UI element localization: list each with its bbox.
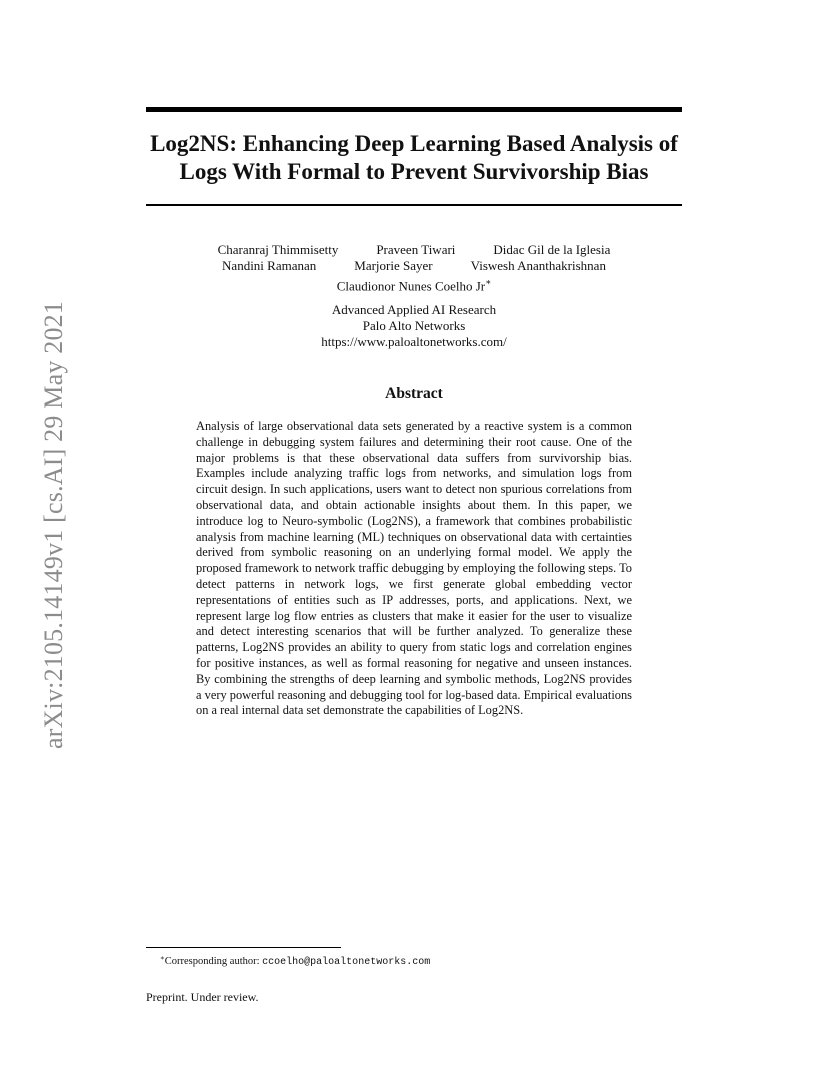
abstract-heading: Abstract bbox=[385, 385, 443, 402]
footnote-rule bbox=[146, 947, 341, 948]
author-footnote-mark: ∗ bbox=[485, 277, 492, 287]
title-top-rule bbox=[146, 107, 682, 112]
affiliation-company: Palo Alto Networks bbox=[362, 318, 466, 333]
author-name: Viswesh Ananthakrishnan bbox=[470, 258, 606, 273]
author-name: Charanraj Thimmisetty bbox=[217, 242, 339, 257]
affiliation-block bbox=[146, 302, 682, 350]
author-block bbox=[146, 242, 682, 294]
author-name: Nandini Ramanan bbox=[222, 258, 317, 273]
footnote-label: Corresponding author: bbox=[164, 956, 263, 967]
footnote-mark: ∗ bbox=[160, 954, 165, 962]
author-row-1 bbox=[146, 242, 682, 258]
author-row-3 bbox=[146, 274, 682, 294]
affiliation-url: https://www.paloaltonetworks.com/ bbox=[321, 334, 507, 349]
author-name: Praveen Tiwari bbox=[376, 242, 456, 257]
author-row-2 bbox=[146, 258, 682, 274]
preprint-note: Preprint. Under review. bbox=[146, 990, 259, 1004]
author-name: Didac Gil de la Iglesia bbox=[493, 242, 611, 257]
footnote-email: ccoelho@paloaltonetworks.com bbox=[262, 957, 431, 968]
affiliation-group: Advanced Applied AI Research bbox=[331, 302, 497, 317]
arxiv-identifier-stamp: arXiv:2105.14149v1 [cs.AI] 29 May 2021 bbox=[39, 300, 68, 750]
abstract-body: Analysis of large observational data sets generated by a reactive system is a common challenge in debugging system failures and determining their root cause. One of the major problems is that these observational data suffers from survivorship bias. Examples include analyzing traffic logs from networks, and simulation logs from circuit design. In such applications, users want to detect non spurious correlations from observational data, and obtain actionable insights about them. In this paper, we introduce log to Neuro-symbolic (Log2NS), a framework that combines probabilistic analysis from machine learning (ML) techniques on observational data with certainties derived from symbolic reasoning on an underlying formal model. We apply the proposed framework to network traffic debugging by employing the following steps. To detect patterns in network logs, we first generate global embedding vector representations of entities such as IP addresses, ports, and applications. Next, we represent large log flow entries as clusters that make it easier for the user to visualize and detect interesting scenarios that will be further analyzed. To generalize these patterns, Log2NS provides an ability to query from static logs and correlation engines for positive instances, as well as formal reasoning for negative and unseen instances. By combining the strengths of deep learning and symbolic methods, Log2NS provides a very powerful reasoning and debugging tool for log-based data. Empirical evaluations on a real internal data set demonstrate the capabilities of Log2NS. bbox=[196, 419, 632, 718]
corresponding-author-footnote bbox=[160, 951, 430, 970]
author-name bbox=[337, 274, 492, 294]
author-name-text: Claudionor Nunes Coelho Jr bbox=[336, 278, 486, 294]
title-bottom-rule bbox=[146, 204, 682, 206]
paper-title: Log2NS: Enhancing Deep Learning Based Analysis of Logs With Formal to Prevent Survivorship Bias bbox=[150, 131, 678, 184]
author-name: Marjorie Sayer bbox=[354, 258, 433, 273]
